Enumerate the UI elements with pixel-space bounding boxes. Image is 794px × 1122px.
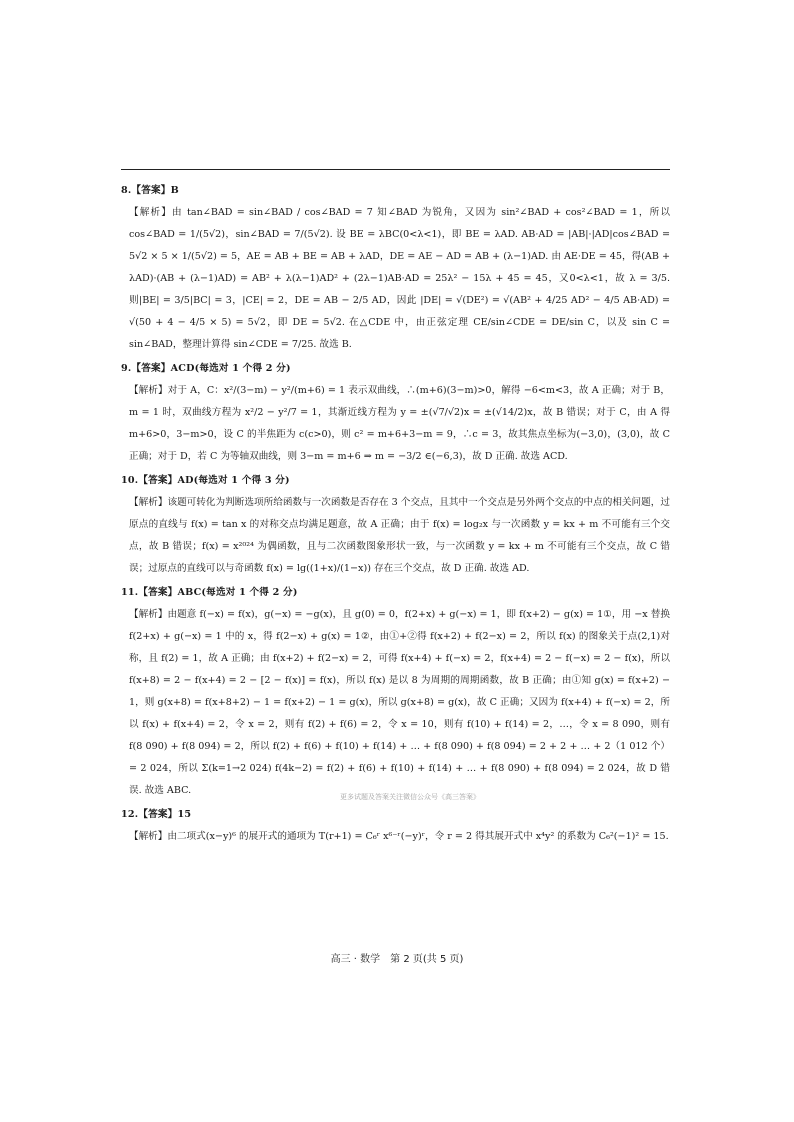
answer-line: 9.【答案】ACD(每选对 1 个得 2 分)	[121, 363, 291, 374]
answer-line: 10.【答案】AD(每选对 1 个得 3 分)	[121, 475, 290, 486]
analysis-text: 【解析】由题意 f(−x) = f(x)，g(−x) = −g(x)，且 g(0) = 0，f(2+x) + g(−x) = 1，即 f(x+2) − g(x) = 1①，用 −x 替换 f(2+x) + g(−x) = 1 中的 x，得 f(2−x) + g(x) = 1②，由①+②得 f(x+2) + f(2−x) = 2，所以 f(x) 的图象关于点(2,1)对称，且 f(2) = 1，故 A 正确；由 f(x+2) + f(2−x) = 2，可得 f(x+4) + f(−x) = 2，f(x+4) = 2 − f(−x) = 2 − f(x)，所以 f(x+8) = 2 − f(x+4) = 2 − [2 − f(x)] = f(x)，所以 f(x) 是以 8 为周期的周期函数，故 B 正确；由①知 g(x) = f(x+2) − 1，则 g(x+8) = f(x+8+2) − 1 = f(x+2) − 1 = g(x)，所以 g(x+8) = g(x)，故 C 正确；又因为 f(x+4) + f(−x) = 2，所以 f(x) + f(x+4) = 2，令 x = 2，则有 f(2) + f(6) = 2，令 x = 10，则有 f(10) + f(14) = 2，…，令 x = 8 090，则有 f(8 090) + f(8 094) = 2，所以 f(2) + f(6) + f(10) + f(14) + … + f(8 090) + f(8 094) = 2 + 2 + … + 2（1 012 个）= 2 024，所以 Σ(k=1→2 024) f(4k−2) = f(2) + f(6) + f(10) + f(14) + … + f(8 090) + f(8 094) = 2 024，故 D 错误. 故选 ABC.	[129, 609, 670, 796]
analysis-text: 【解析】由二项式(x−y)⁶ 的展开式的通项为 T(r+1) = C₆ʳ x⁶⁻ʳ(−y)ʳ，令 r = 2 得其展开式中 x⁴y² 的系数为 C₆²(−1)² = 15.	[129, 831, 669, 842]
answer-content	[121, 178, 670, 848]
answer-line: 11.【答案】ABC(每选对 1 个得 2 分)	[121, 587, 298, 598]
question-12	[121, 804, 670, 848]
question-10	[121, 470, 670, 580]
question-8	[121, 180, 670, 356]
page-footer: 高三 · 数学 第 2 页(共 5 页)	[330, 954, 464, 965]
answer-line: 12.【答案】15	[121, 809, 192, 820]
analysis-text: 【解析】由 tan∠BAD = sin∠BAD / cos∠BAD = 7 知∠BAD 为锐角，又因为 sin²∠BAD + cos²∠BAD = 1，所以 cos∠BAD = 1/(5√2)，sin∠BAD = 7/(5√2). 设 BE = λBC(0<λ<1)，即 BE = λAD. AB·AD = |AB|·|AD|cos∠BAD = 5√2 × 5 × 1/(5√2) = 5，AE = AB + BE = AB + λAD，DE = AE − AD = AB + (λ−1)AD. 由 AE·DE = 45，得(AB + λAD)·(AB + (λ−1)AD) = AB² + λ(λ−1)AD² + (2λ−1)AB·AD = 25λ² − 15λ + 45 = 45，又0<λ<1，故 λ = 3/5. 则|BE| = 3/5|BC| = 3，|CE| = 2，DE = AB − 2/5 AD，因此 |DE| = √(DE²) = √(AB² + 4/25 AD² − 4/5 AB·AD) = √(50 + 4 − 4/5 × 5) = 5√2，即 DE = 5√2. 在△CDE 中，由正弦定理 CE/sin∠CDE = DE/sin C，以及 sin C = sin∠BAD，整理计算得 sin∠CDE = 7/25. 故选 B.	[129, 207, 670, 350]
question-9	[121, 358, 670, 468]
question-11	[121, 582, 670, 802]
watermark-text: 更多试题及答案关注微信公众号《高三答案》	[340, 793, 480, 801]
analysis-text: 【解析】该题可转化为判断选项所给函数与一次函数是否存在 3 个交点，且其中一个交点是另外两个交点的中点的相关问题，过原点的直线与 f(x) = tan x 的对称交点均满足题意，故 A 正确；由于 f(x) = log₂x 与一次函数 y = kx + m 不可能有三个交点，故 B 错误；f(x) = x²⁰²⁴ 为偶函数，且与二次函数图象形状一致，与一次函数 y = kx + m 不可能有三个交点，故 C 错误；过原点的直线可以与奇函数 f(x) = lg((1+x)/(1−x)) 存在三个交点，故 D 正确. 故选 AD.	[129, 497, 670, 574]
header-rule	[121, 169, 670, 170]
analysis-text: 【解析】对于 A，C：x²/(3−m) − y²/(m+6) = 1 表示双曲线，∴(m+6)(3−m)>0，解得 −6<m<3，故 A 正确；对于 B，m = 1 时，双曲线方程为 x²/2 − y²/7 = 1，其渐近线方程为 y = ±(√7/√2)x = ±(√14/2)x，故 B 错误；对于 C，由 A 得 m+6>0，3−m>0，设 C 的半焦距为 c(c>0)，则 c² = m+6+3−m = 9，∴c = 3，故其焦点坐标为(−3,0)，(3,0)，故 C 正确；对于 D，若 C 为等轴双曲线，则 3−m = m+6 ⇒ m = −3/2 ∈(−6,3)，故 D 正确. 故选 ACD.	[129, 385, 670, 462]
answer-line: 8.【答案】B	[121, 185, 179, 196]
